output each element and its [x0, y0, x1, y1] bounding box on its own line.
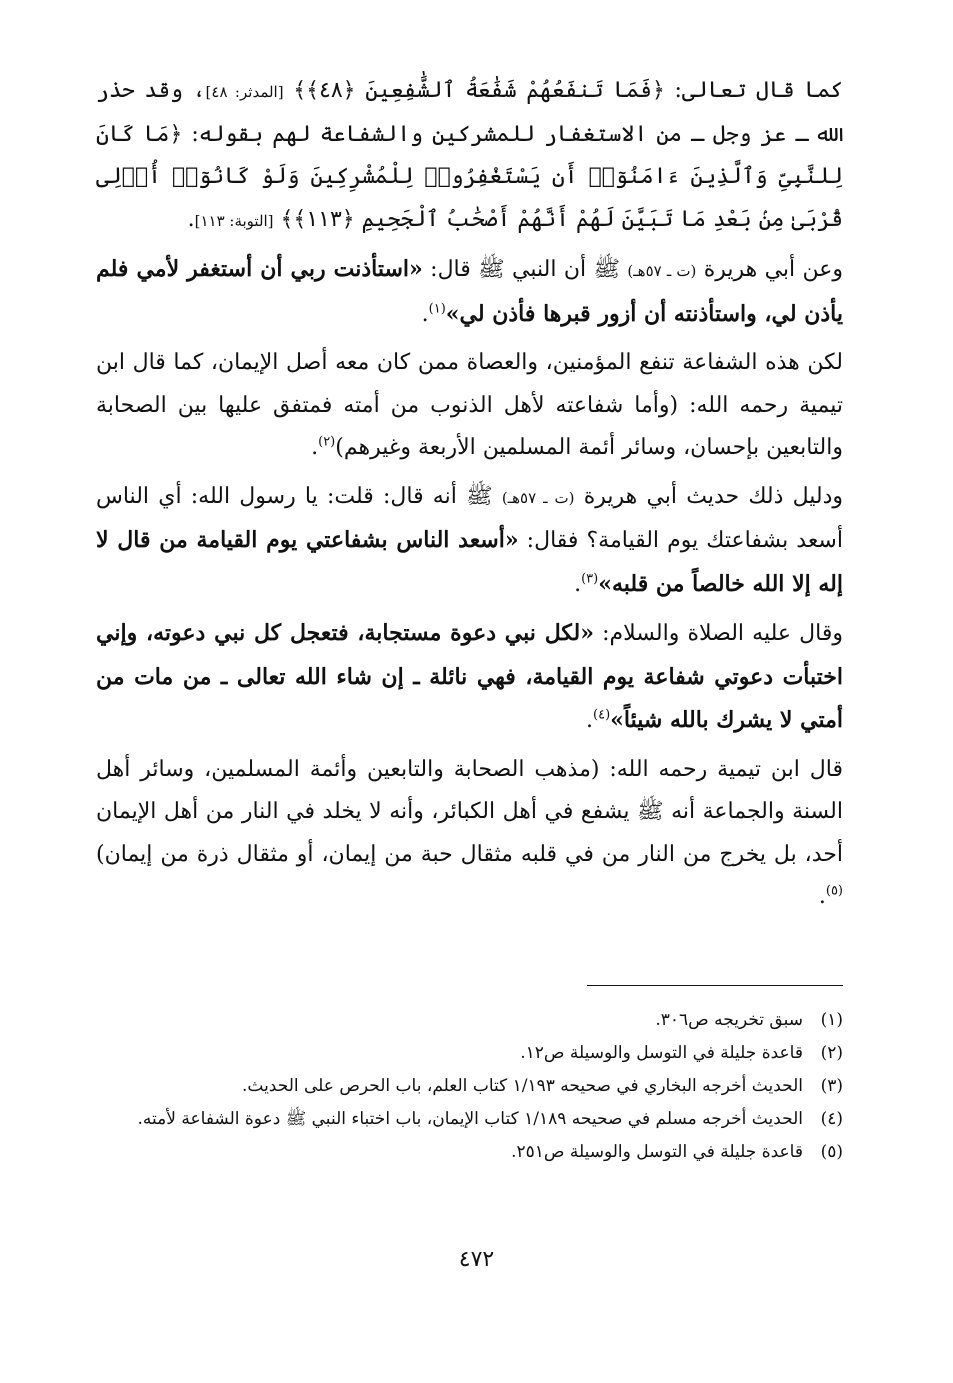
paragraph: [96, 70, 843, 242]
page-number: ٤٧٢: [458, 1247, 495, 1272]
footnote-number: (٤): [820, 1109, 843, 1129]
footnote-marker[interactable]: (٢): [318, 434, 336, 450]
text-segment: ودليل ذلك حديث أبي هريرة: [574, 483, 844, 509]
text-segment: لكن هذه الشفاعة تنفع المؤمنين، والعصاة ممن كان معه أصل الإيمان، كما قال ابن تيمية رحمه الله: (وأما شفاعته لأهل الذنوب من أمته فمتفق عليها بين الصحابة والتابعين بإحسان، وسائر أئمة المسلمين الأربعة وغيرهم): [96, 350, 843, 460]
footnote-marker[interactable]: (٥): [825, 883, 843, 899]
paragraph: [96, 342, 843, 470]
text-segment: قال ابن تيمية رحمه الله: (مذهب الصحابة والتابعين وأئمة المسلمين، وسائر أهل السنة والجماعة أنه ﷺ يشفع في أهل الكبائر، وأنه لا يخلد في النار من أهل الإيمان أحد، بل يخرج من النار من في قلبه مثقال حبة من إيمان، أو مثقال ذرة من إيمان): [96, 756, 843, 867]
footnotes: [96, 1004, 843, 1169]
footnote-marker[interactable]: (١): [428, 301, 446, 317]
footnote-text: قاعدة جليلة في التوسل والوسيلة ص١٢.: [520, 1043, 803, 1063]
text-segment: كما قال تعالى: ﴿فَمَا تَنفَعُهُمْ شَفَٰعَةُ ٱلشَّٰفِعِينَ ﴿٤٨﴾﴾: [283, 78, 843, 103]
text-segment: .: [818, 884, 826, 909]
text-segment: .: [187, 206, 195, 232]
paragraph: [96, 248, 843, 336]
footnote-item: [96, 1037, 843, 1070]
text-segment: .: [574, 571, 582, 597]
text-segment: «لكل نبي دعوة مستجابة، فتعجل كل نبي دعوته، وإني اختبأت دعوتي شفاعة يوم القيامة، فهي نائلة ـ إن شاء الله تعالى ـ من مات من أمتي لا يشرك بالله شيئاً»: [96, 620, 843, 733]
footnote-number: (٥): [820, 1142, 843, 1162]
footnote-item: [96, 1136, 843, 1169]
footnote-text: سبق تخريجه ص٣٠٦.: [655, 1010, 803, 1030]
paragraph: [96, 749, 843, 919]
text-segment: ﷺ أنه قال: قلت: يا رسول الله: أي الناس أسعد بشفاعتك يوم القيامة؟ فقال:: [96, 483, 843, 553]
text-segment: [التوبة: ١١٣]: [194, 211, 274, 230]
footnote-text: قاعدة جليلة في التوسل والوسيلة ص٢٥١.: [511, 1142, 803, 1162]
paragraph: [96, 476, 843, 607]
text-segment: «استأذنت ربي أن أستغفر لأمي فلم يأذن لي، واستأذنته أن أزور قبرها فأذن لي»: [96, 256, 843, 327]
text-segment: .: [586, 708, 593, 733]
text-segment: (ت ـ ٥٧هـ): [627, 262, 697, 280]
footnote-text: الحديث أخرجه مسلم في صحيحه ١/١٨٩ كتاب الإيمان، باب اختباء النبي ﷺ دعوة الشفاعة لأمته.: [137, 1109, 803, 1129]
footnote-marker[interactable]: (٣): [581, 571, 599, 587]
footnote-marker[interactable]: (٤): [593, 707, 611, 723]
footnote-separator: [587, 985, 843, 986]
text-segment: ، وقد حذر الله ـ عز وجل ـ من الاستغفار للمشركين والشفاعة لهم بقوله: ﴿مَا كَانَ لِلنَّبِىِّ وَٱلَّذِينَ ءَامَنُوٓا۟ أَن يَسْتَغْفِرُوا۟ لِلْمُشْرِكِينَ وَلَوْ كَانُوٓا۟ أُو۟لِى قُرْبَىٰ مِنۢ بَعْدِ مَا تَبَيَّنَ لَهُمْ أَنَّهُمْ أَصْحَٰبُ ٱلْجَحِيمِ ﴿١١٣﴾﴾: [96, 78, 843, 232]
footnote-number: (٢): [820, 1043, 843, 1063]
text-segment: وعن أبي هريرة: [696, 257, 844, 282]
text-segment: ﷺ أن النبي ﷺ قال:: [422, 257, 628, 282]
footnote-item: [96, 1103, 843, 1136]
text-segment: .: [421, 301, 429, 327]
paragraph: [96, 612, 843, 743]
text-segment: .: [311, 435, 319, 460]
main-text: [96, 70, 843, 925]
text-segment: وقال عليه الصلاة والسلام:: [593, 621, 843, 646]
footnote-number: (١): [820, 1010, 843, 1030]
text-segment: «أسعد الناس بشفاعتي يوم القيامة من قال لا إله إلا الله خالصاً من قلبه»: [96, 527, 843, 597]
text-segment: (ت ـ ٥٧هـ): [501, 488, 575, 507]
footnote-text: الحديث أخرجه البخاري في صحيحه ١/١٩٣ كتاب العلم، باب الحرص على الحديث.: [241, 1076, 803, 1096]
footnote-number: (٣): [820, 1076, 843, 1096]
text-segment: [المدثر: ٤٨]: [205, 83, 284, 101]
footnote-item: [96, 1070, 843, 1103]
footnote-item: [96, 1004, 843, 1037]
